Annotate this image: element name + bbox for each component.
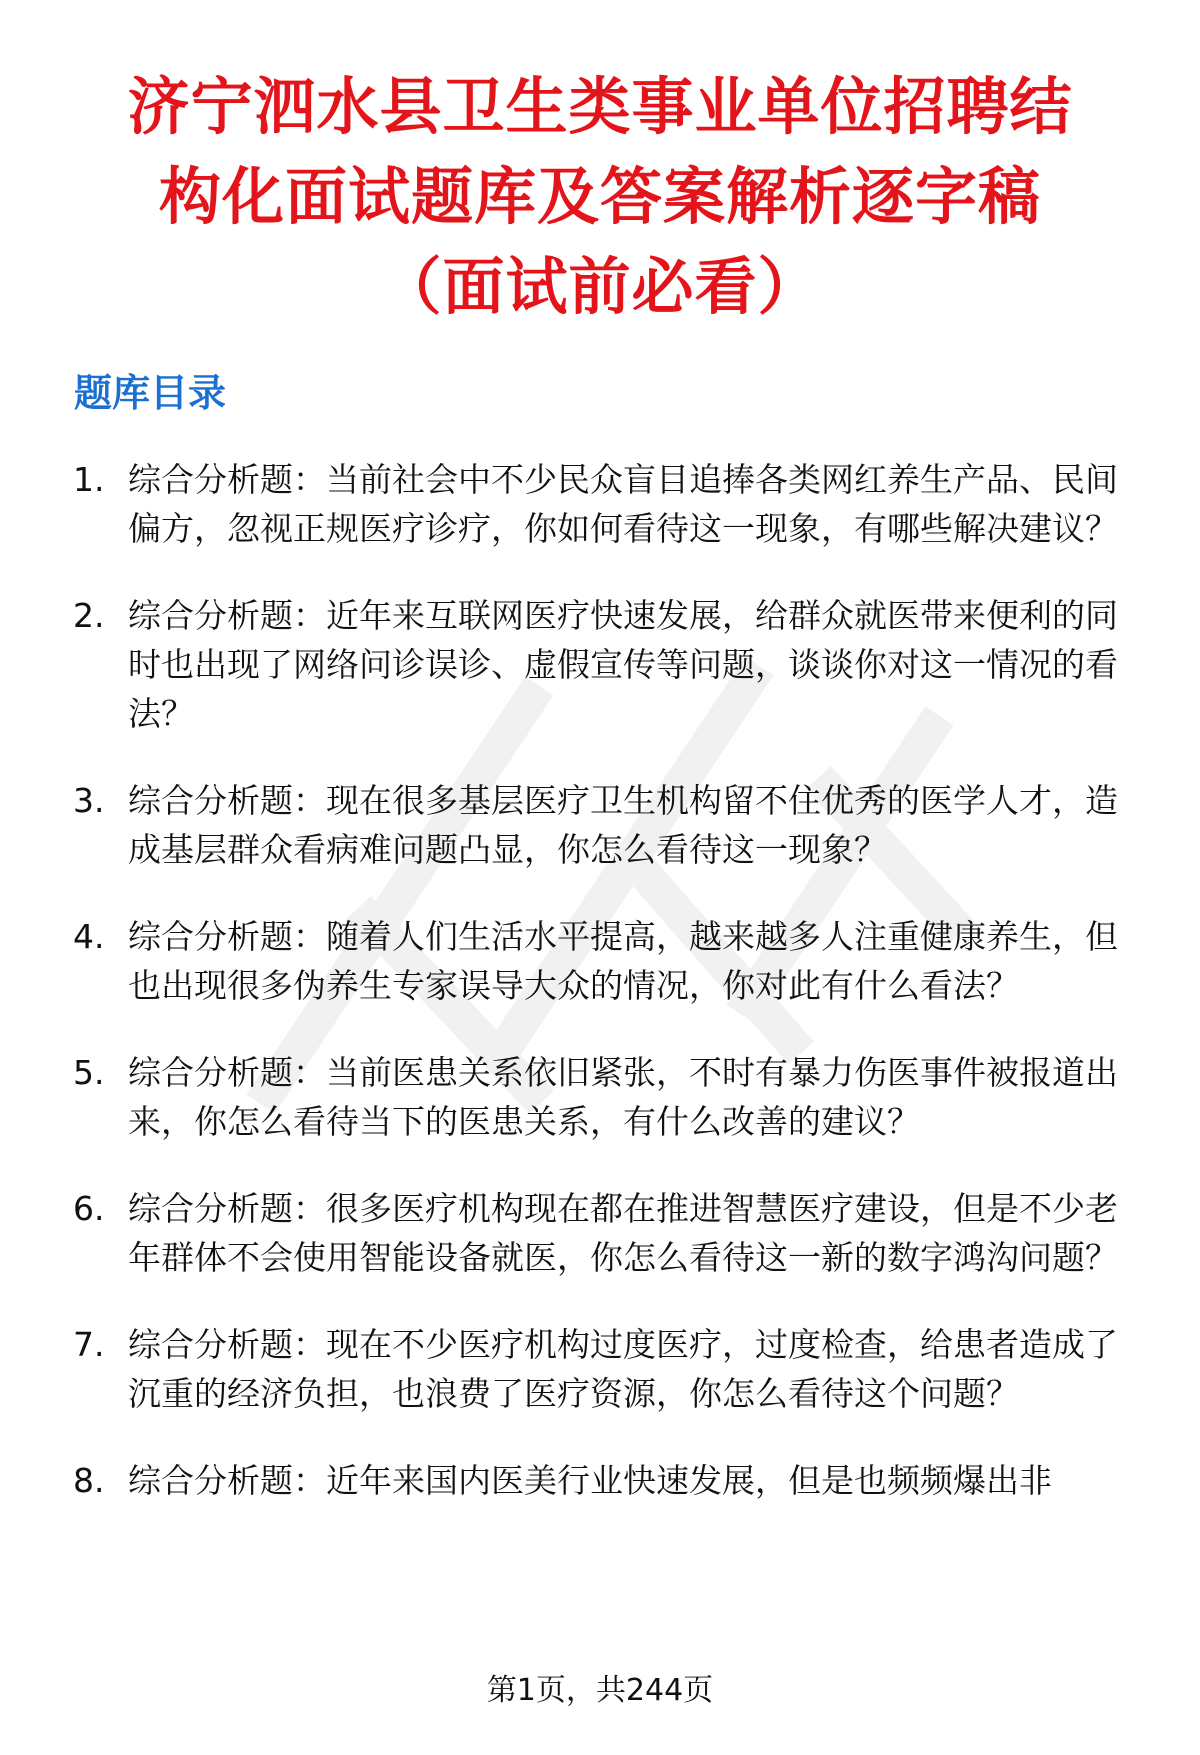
question-text: 综合分析题：随着人们生活水平提高，越来越多人注重健康养生，但也出现很多伪养生专家误导大众的情况，你对此有什么看法？: [128, 917, 1118, 1005]
question-item-4: [0, 912, 1200, 1010]
page-title: [60, 62, 1140, 332]
question-item-7: [0, 1320, 1200, 1418]
question-text: 综合分析题：现在很多基层医疗卫生机构留不住优秀的医学人才，造成基层群众看病难问题凸显，你怎么看待这一现象？: [128, 781, 1118, 869]
question-item-8: [0, 1456, 1200, 1505]
question-item-1: [0, 455, 1200, 553]
question-item-6: [0, 1184, 1200, 1282]
question-number: 8.: [73, 1461, 105, 1500]
question-number: 3.: [73, 781, 105, 820]
page-title-line-3: （面试前必看）: [379, 250, 821, 323]
question-text: 综合分析题：很多医疗机构现在都在推进智慧医疗建设，但是不少老年群体不会使用智能设备就医，你怎么看待这一新的数字鸿沟问题？: [128, 1189, 1118, 1277]
question-number: 1.: [73, 460, 105, 499]
question-number: 5.: [73, 1053, 105, 1092]
question-number: 4.: [73, 917, 105, 956]
question-number: 6.: [73, 1189, 105, 1228]
page-title-line-1: 济宁泗水县卫生类事业单位招聘结: [127, 70, 1073, 143]
question-item-5: [0, 1048, 1200, 1146]
question-text: 综合分析题：当前社会中不少民众盲目追捧各类网红养生产品、民间偏方，忽视正规医疗诊疗，你如何看待这一现象，有哪些解决建议？: [128, 460, 1118, 548]
question-text: 综合分析题：当前医患关系依旧紧张，不时有暴力伤医事件被报道出来，你怎么看待当下的医患关系，有什么改善的建议？: [128, 1053, 1118, 1141]
question-item-2: [0, 591, 1200, 738]
question-item-3: [0, 776, 1200, 874]
question-number: 2.: [73, 596, 105, 635]
page-footer: 第1页，共244页: [0, 1666, 1200, 1716]
question-number: 7.: [73, 1325, 105, 1364]
question-text: 综合分析题：近年来互联网医疗快速发展，给群众就医带来便利的同时也出现了网络问诊误诊、虚假宣传等问题，谈谈你对这一情况的看法？: [128, 596, 1118, 733]
question-text: 综合分析题：现在不少医疗机构过度医疗，过度检查，给患者造成了沉重的经济负担，也浪费了医疗资源，你怎么看待这个问题？: [128, 1325, 1118, 1413]
question-text: 综合分析题：近年来国内医美行业快速发展，但是也频频爆出非: [128, 1461, 1052, 1500]
toc-heading: 题库目录: [74, 371, 227, 415]
question-list: [0, 455, 1200, 1543]
page-title-line-2: 构化面试题库及答案解析逐字稿: [158, 160, 1041, 233]
